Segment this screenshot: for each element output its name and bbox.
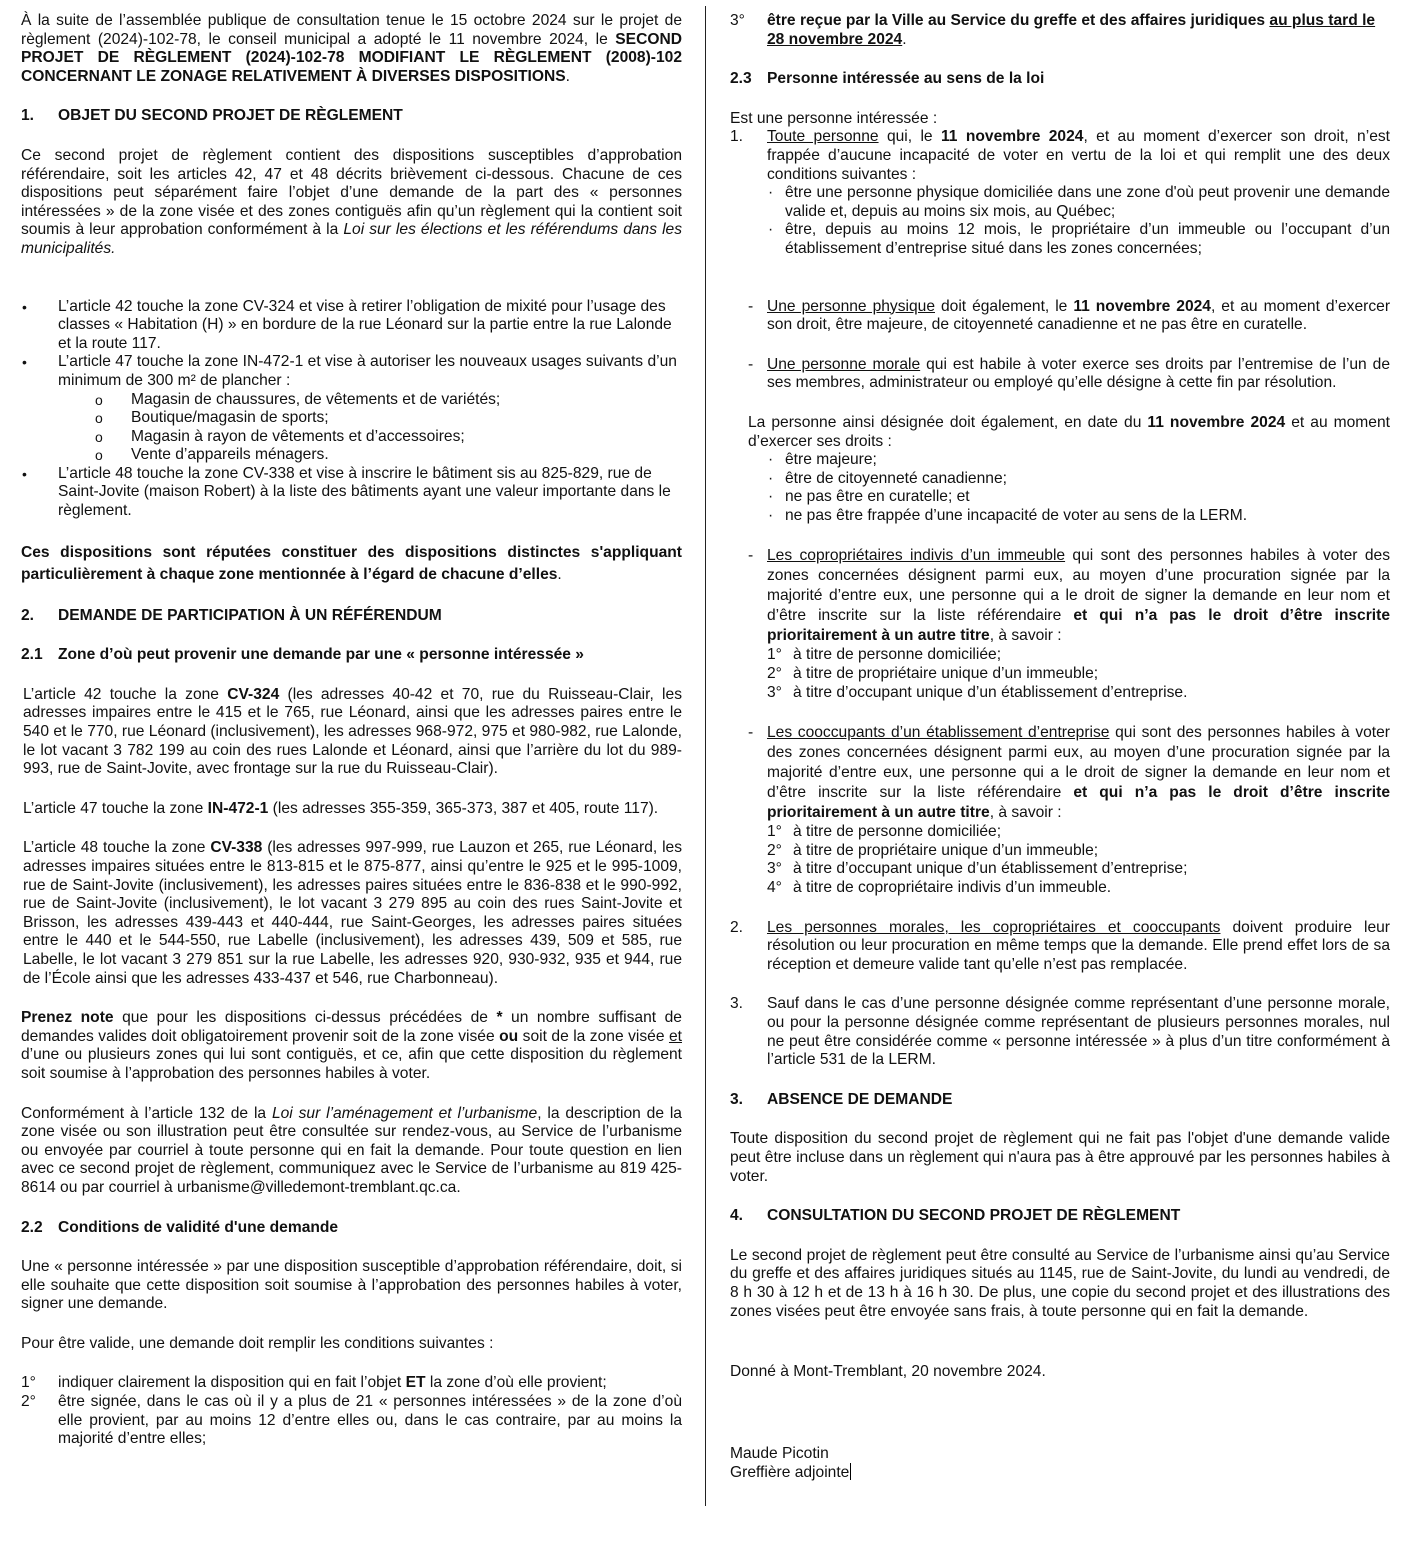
underlined-term: Les cooccupants d’un établissement d’entreprise [767,724,1110,742]
designated-sub-item [730,451,1390,470]
condition-text: être reçue par la Ville au Service du greffe et des affaires juridiques [767,12,1270,29]
list-number: 2° [767,841,782,859]
note-end: . [557,565,562,583]
section-title: OBJET DU SECOND PROJET DE RÈGLEMENT [58,107,403,125]
zone-article-42 [21,686,682,779]
paragraph-text: La personne ainsi désignée doit également, en date du [748,413,1148,431]
item-text: qui est habile à voter exerce ses droits par l’entremise de l’un de ses membres, administrateur ou employé qu’elle désigne à cette fin par résolution. [767,355,1390,392]
moral-person-item [730,356,1390,393]
note-text: que pour les dispositions ci-dessus précédées de [113,1009,497,1027]
section-2-2-paragraph: Une « personne intéressée » par une disposition susceptible d’approbation référendaire, doit, si elle souhaite que cette disposition soit soumise à l’approbation des personnes habiles à voter, signer une demande. [21,1258,682,1313]
person-item-2 [730,919,1390,975]
condition-end: . [902,30,907,48]
sub-item-text: être majeure; [785,451,877,469]
section-number: 4. [730,1207,744,1225]
sub-item-text: être, depuis au moins 12 mois, le propriétaire d’un immeuble ou l’occupant d’un établissement d’entreprise situé dans les zones concernées; [785,221,1390,257]
condition-number: 1° [21,1374,36,1392]
bullet-text: L’article 42 touche la zone CV-324 et vise à retirer l’obligation de mixité pour l’usage des classes « Habitation (H) » en bordure de la rue Léonard sur la partie entre la rue Lalonde et la route 117. [58,297,672,352]
section-1-heading [21,107,682,126]
interested-person-intro: Est une personne intéressée : [730,109,938,127]
take-note-paragraph [21,1009,682,1083]
zone-article-48 [21,839,682,988]
condition-number: 2° [21,1393,36,1411]
list-text: à titre de propriétaire unique d’un immeuble; [793,665,1099,683]
asterisk-mark: * [496,1009,503,1027]
bold-date: 11 novembre 2024 [1073,297,1211,315]
given-at-line: Donné à Mont-Tremblant, 20 novembre 2024. [730,1363,1046,1381]
co-occupants-list-item [730,879,1390,898]
bullet-article-47 [21,353,682,390]
sub-bullet-text: Magasin à rayon de vêtements et d’accessoires; [131,427,465,445]
intro-bold-title: SECOND PROJET DE RÈGLEMENT (2024)-102-78 MODIFIANT LE RÈGLEMENT (2008)-102 CONCERNANT LE ZONAGE RELATIVEMENT À DIVERSES DISPOSITIONS [21,30,682,85]
zone-article-47 [21,800,682,819]
underlined-term: Toute personne [767,128,879,146]
law-title: Loi sur les élections et les référendums dans les municipalités. [21,221,682,257]
bold-note: Ces dispositions sont réputées constituer des dispositions distinctes s'appliquant particulièrement à chaque zone mentionnée à l’égard de chacune d’elles [21,543,682,583]
zone-text: L’article 48 touche la zone [23,839,211,857]
intro-paragraph [21,12,682,86]
condition-text: indiquer clairement la disposition qui en fait l’objet [58,1374,406,1392]
bold-word: ET [405,1374,426,1392]
sub-item-text: être de citoyenneté canadienne; [785,469,1007,487]
zone-text: (les adresses 355-359, 365-373, 387 et 405, route 117). [268,799,659,817]
sub-item-text: ne pas être en curatelle; et [785,488,970,506]
co-owners-list-item [730,646,1390,665]
dash-bullet-icon: - [748,724,754,742]
section-title: DEMANDE DE PARTICIPATION À UN RÉFÉRENDUM [58,606,442,624]
section-title: Conditions de validité d'une demande [58,1218,339,1236]
condition-sub-item [730,221,1390,258]
bullet-text: L’article 47 touche la zone IN-472-1 et vise à autoriser les nouveaux usages suivants d’un minimum de 300 m² de plancher : [58,353,677,389]
circle-bullet-icon: o [95,391,103,408]
bullet-article-42 [21,298,682,354]
condition-3 [730,12,1390,49]
physical-person-item [730,298,1390,335]
paragraph-text: Ce second projet de règlement contient des dispositions susceptibles d’approbation référendaire, soit les articles 42, 47 et 48 décrits brièvement ci-dessous. Chacune de ces dispositions peut séparément faire l’objet d’une demande de la part des « personnes intéressées » de la zone visée et des zones contiguës afin qu’un règlement qui la contient soit soumis à leur approbation conformément à la [21,146,682,239]
item-text: qui, le [878,128,941,146]
bullet-text: L’article 48 touche la zone CV-338 et vise à inscrire le bâtiment sis au 825-829, rue de Saint-Jovite (maison Robert) à la liste des bâtiments ayant une valeur importante dans le règlement. [58,464,671,520]
list-text: à titre d’occupant unique d’un établissement d’entreprise. [793,683,1188,701]
list-text: à titre de propriétaire unique d’un immeuble; [793,841,1099,859]
underlined-term: Les copropriétaires indivis d’un immeuble [767,547,1066,565]
item-text: Sauf dans le cas d’une personne désignée comme représentant d’une personne morale, ou pour la personne désignée comme représentant de plusieurs personnes morales, nul ne peut être considérée comme « personne intéressée » à plus d’un titre conformément à l’article 531 de la LERM. [767,995,1390,1069]
underlined-term: Une personne morale [767,355,921,373]
dash-bullet-icon: - [748,355,754,373]
zone-text: (les adresses 40-42 et 70, rue du Ruisseau-Clair, les adresses impaires entre le 415 et le 765, rue Léonard, ainsi que les adresses paires entre le 540 et le 770, rue Léonard (inclusivement), les adresses 968-972, 975 et 980-982, rue Lalonde, le lot vacant 3 782 199 au coin des rues Lalonde et Léonard, ainsi que l’arrière du lot du 989-993, rue de Saint-Jovite, avec frontage sur la rue du Ruisseau-Clair). [23,685,682,778]
dot-bullet-icon: · [768,184,774,202]
dot-bullet-icon: · [768,506,774,524]
item-text: qui sont des personnes habiles à voter des zones concernées désignent parmi eux, au moyen d’une procuration signée par la majorité d’entre eux, une personne qui a le droit de signer la demande en leur nom et d’être inscrite sur la liste référendaire [767,547,1390,625]
zone-text: (les adresses 997-999, rue Lauzon et 265, rue Léonard, les adresses impaires situées entre le 813-815 et le 875-877, ainsi qu’entre le 925 et le 995-1009, rue de Saint-Jovite (inclusivement), les adresses paires situées entre le 836-838 et le 990-992, rue de Saint-Jovite (inclusivement), le lot vacant 3 279 895 au coin des rues Saint-Jovite et Brisson, les adresses 439-443 et 440-444, rue Saint-Georges, les adresses paires situées entre le 440 et le 544-550, rue Labelle (inclusivement), les adresses 439, 509 et 585, rue Labelle, le lot vacant 3 279 851 sur la rue Labelle, les adresses 920, 930-932, 935 et 944, rue de l’École ainsi que les adresses 433-437 et 546, rue Charbonneau). [23,839,682,987]
condition-text: la zone d’où elle provient; [425,1374,607,1392]
section-4-paragraph: Le second projet de règlement peut être consulté au Service de l’urbanisme ainsi qu’au Service du greffe et des affaires juridiques situés au 1145, rue de Saint-Jovite, du lundi au vendredi, de 8 h 30 à 12 h et de 13 h à 16 h 30. De plus, une copie du second projet et des illustrations des zones visées peut être envoyée sans frais, à toute personne qui en fait la demande. [730,1246,1390,1320]
distinct-dispositions-note [21,542,682,586]
sub-bullet [21,446,682,465]
person-item-3 [730,995,1390,1069]
section-title: ABSENCE DE DEMANDE [767,1090,953,1108]
item-text: doit également, le [935,297,1074,315]
item-text: , à savoir : [989,627,1062,645]
dot-bullet-icon: · [768,451,774,469]
law-title: Loi sur l’aménagement et l’urbanisme [271,1104,538,1122]
item-number: 3. [730,995,744,1013]
circle-bullet-icon: o [95,447,103,464]
circle-bullet-icon: o [95,428,103,445]
underlined-term: Une personne physique [767,297,935,315]
sub-item-text: être une personne physique domiciliée dans une zone d'où peut provenir une demande valide et, depuis au moins six mois, au Québec; [785,184,1390,220]
condition-text: être signée, dans le cas où il y a plus de 21 « personnes intéressées » de la zone d’où elle provient, par au moins 12 d’entre elles ou, dans le cas contraire, par au moins la majorité d’entre elles; [58,1393,682,1448]
dash-bullet-icon: - [748,297,754,315]
left-column [21,12,682,1449]
zone-code: CV-338 [210,839,263,857]
co-owners-list-item [730,684,1390,703]
item-text: qui sont des personnes habiles à voter des zones concernées désignent parmi eux, au moyen d’une procuration signée par la majorité d’entre eux, une personne qui a le droit de signer la demande en leur nom et d’être inscrite sur la liste référendaire [767,724,1390,802]
condition-sub-item [730,184,1390,221]
condition-1 [21,1374,682,1393]
sub-bullet [21,428,682,447]
sub-bullet-text: Vente d’appareils ménagers. [131,446,329,464]
co-owners-item [730,546,1390,646]
sub-bullet [21,409,682,428]
dot-bullet-icon: · [768,488,774,506]
list-number: 4° [767,879,782,897]
list-number: 1° [767,823,782,841]
signer-title: Greffière adjointe [730,1464,850,1482]
co-occupants-list-item [730,823,1390,842]
section-title: CONSULTATION DU SECOND PROJET DE RÈGLEMENT [767,1207,1181,1225]
bold-date: 11 novembre 2024 [1147,413,1286,431]
intro-end: . [565,67,571,85]
underlined-word: et [668,1027,682,1045]
section-title: Personne intéressée au sens de la loi [767,70,1045,88]
co-occupants-list-item [730,842,1390,861]
bold-date: 11 novembre 2024 [940,128,1084,146]
paragraph-text: Conformément à l’article 132 de la [21,1104,272,1122]
section-number: 2.3 [730,70,752,88]
note-text: un nombre suffisant de demandes valides doit obligatoirement provenir soit de la zone visée [21,1009,682,1045]
paragraph-text: , la description de la zone visée ou son illustration peut être consultée sur rendez-vous, au Service de l’urbanisme ou envoyée par courriel à toute personne qui en fait la demande. Pour toute question en lien avec ce second projet de règlement, communiquez avec le Service de l’urbanisme au 819 425-8614 ou par courriel à urbanisme@villedemont-tremblant.qc.ca. [21,1104,682,1196]
sub-bullet [21,391,682,410]
bullet-article-48 [21,465,682,521]
bullet-icon: • [22,465,27,482]
list-text: à titre d’occupant unique d’un établissement d’entreprise; [793,860,1188,878]
list-number: 3° [767,860,782,878]
dot-bullet-icon: · [768,221,774,239]
zone-text: L’article 42 touche la zone [23,685,228,703]
item-text: , à savoir : [989,804,1062,822]
list-number: 1° [767,646,782,664]
section-2-1-heading [21,646,682,665]
co-occupants-list-item [730,860,1390,879]
section-2-heading [21,607,682,626]
item-number: 2. [730,918,744,936]
section-number: 2. [21,606,35,624]
person-item-1 [730,128,1390,184]
section-2-3-heading [730,70,1390,89]
section-number: 3. [730,1090,744,1108]
list-number: 3° [767,683,782,701]
item-text: , et au moment d’exercer son droit, n’est frappée d’aucune incapacité de voter en vertu de la loi et qui remplit une des deux conditions suivantes : [767,128,1390,183]
lau-paragraph [21,1105,682,1198]
bold-word: ou [499,1027,519,1045]
signer-title-line [730,1463,1390,1483]
designated-sub-item [730,488,1390,507]
bullet-icon: • [22,354,27,371]
sub-bullet-text: Magasin de chaussures, de vêtements et de variétés; [131,390,501,408]
designated-sub-item [730,470,1390,489]
column-divider [705,6,706,1506]
sub-bullet-text: Boutique/magasin de sports; [131,409,329,427]
section-number: 2.2 [21,1218,43,1236]
condition-2 [21,1393,682,1449]
paragraph-text: et au moment d’exercer ses droits : [748,413,1390,450]
bold-condition: et qui n’a pas le droit d’être inscrite prioritairement à un autre titre [767,784,1390,822]
deadline-date: au plus tard le 28 novembre 2024 [767,12,1376,48]
sub-item-text: ne pas être frappée d’une incapacité de voter au sens de la LERM. [785,506,1248,524]
section-3-paragraph: Toute disposition du second projet de règlement qui ne fait pas l'objet d'une demande valide peut être incluse dans un règlement qui n'aura pas à être approuvé par les personnes habiles à voter. [730,1130,1390,1185]
designated-person-paragraph [730,414,1390,451]
section-1-paragraph [21,147,682,259]
right-column [730,12,1390,1483]
dot-bullet-icon: · [768,469,774,487]
bullet-icon: • [22,298,27,315]
conditions-intro: Pour être valide, une demande doit remplir les conditions suivantes : [21,1334,494,1352]
co-owners-list-item [730,665,1390,684]
section-number: 2.1 [21,646,43,664]
note-text: d’une ou plusieurs zones qui lui sont contiguës, et ce, afin que cette disposition du règlement soit soumise à l’approbation des personnes habiles à voter. [21,1046,682,1082]
condition-number: 3° [730,12,745,29]
section-2-2-heading [21,1219,682,1238]
bold-condition: et qui n’a pas le droit d’être inscrite prioritairement à un autre titre [767,607,1390,645]
list-number: 2° [767,665,782,683]
list-text: à titre de personne domiciliée; [793,646,1002,664]
bold-label: Prenez note [21,1009,114,1027]
circle-bullet-icon: o [95,410,103,427]
signer-name: Maude Picotin [730,1444,829,1462]
text-cursor [850,1463,851,1480]
item-text: doivent produire leur résolution ou leur procuration en même temps que la demande. Elle prend effet lors de sa réception et demeure valide tant qu’elle n’est pas remplacée. [767,918,1391,973]
item-number: 1. [730,128,744,146]
designated-sub-item [730,507,1390,526]
note-text: soit de la zone visée [518,1027,669,1045]
intro-text: À la suite de l’assemblée publique de consultation tenue le 15 octobre 2024 sur le projet de règlement (2024)-102-78, le conseil municipal a adopté le 11 novembre 2024, le [21,12,682,48]
section-number: 1. [21,107,35,125]
list-text: à titre de copropriétaire indivis d’un immeuble. [793,879,1112,897]
co-occupants-item [730,723,1390,823]
dash-bullet-icon: - [748,547,754,565]
item-text: , et au moment d’exercer son droit, être majeure, de citoyenneté canadienne et ne pas être en curatelle. [767,297,1391,334]
zone-code: IN-472-1 [207,799,269,817]
underlined-term: Les personnes morales, les copropriétaires et cooccupants [767,918,1221,936]
section-3-heading [730,1091,1390,1110]
list-text: à titre de personne domiciliée; [793,823,1002,841]
zone-code: CV-324 [227,685,280,703]
section-title: Zone d’où peut provenir une demande par une « personne intéressée » [58,646,584,664]
zone-text: L’article 47 touche la zone [23,799,208,817]
section-4-heading [730,1207,1390,1226]
